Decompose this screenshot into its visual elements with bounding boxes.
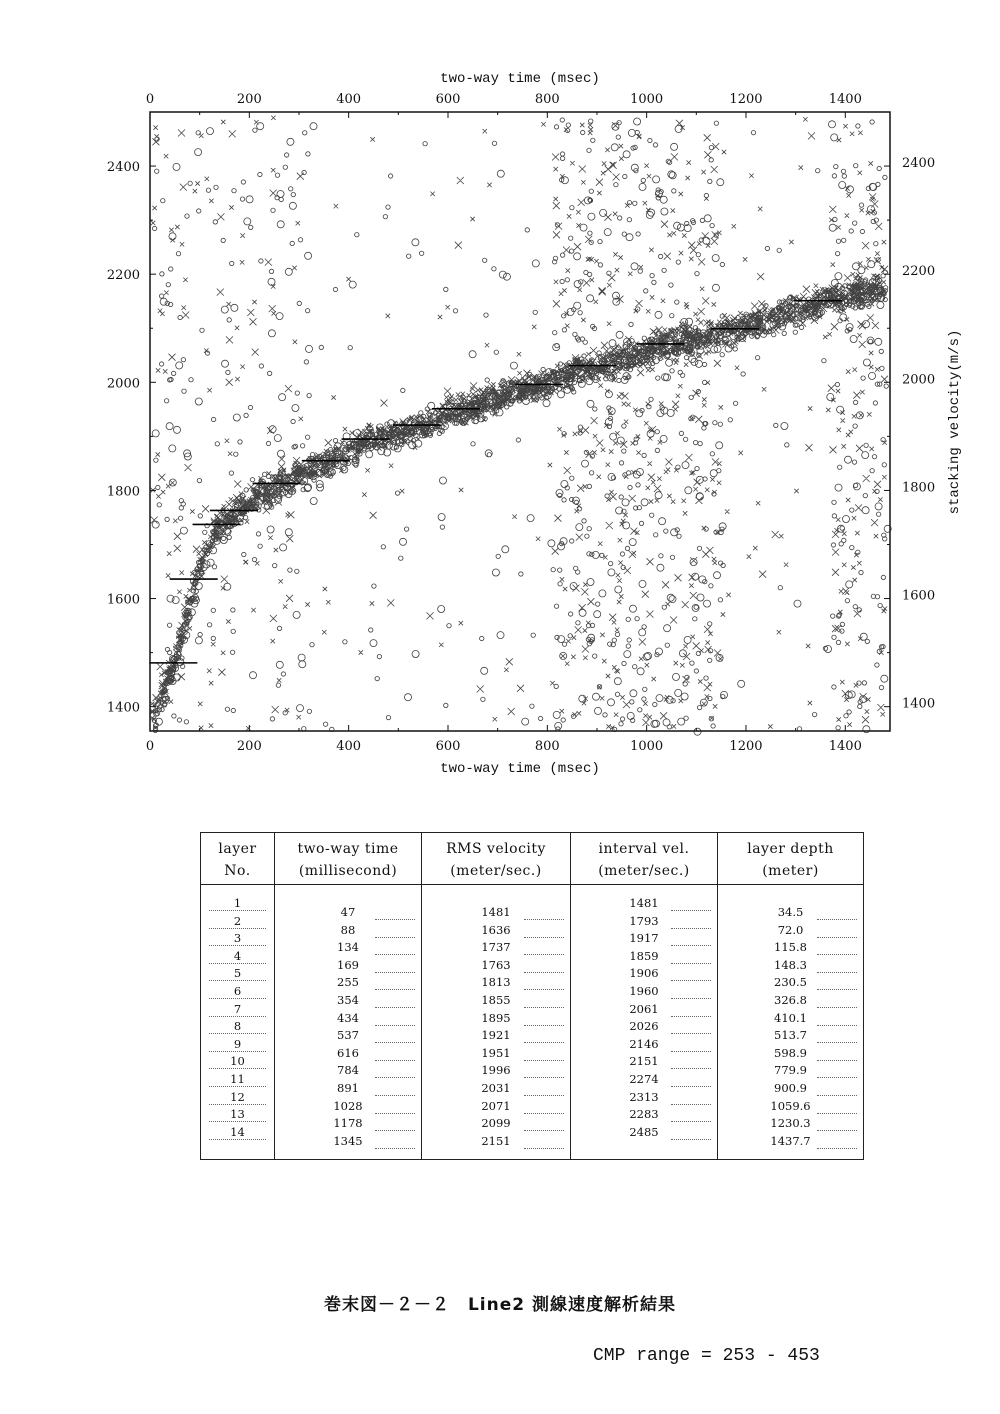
table-cell — [718, 957, 863, 974]
x-tick-label-bottom: 1400 — [828, 739, 862, 754]
cell-value: 14 — [230, 1124, 245, 1139]
cell-value: 2146 — [629, 1036, 659, 1051]
col-head-line2: (millisecond) — [298, 863, 398, 879]
cell-value: 2 — [233, 913, 242, 928]
dotted-leader — [524, 1113, 564, 1114]
dotted-leader — [671, 1068, 711, 1069]
y-tick-label-left: 2400 — [106, 160, 140, 176]
dotted-leader — [524, 1077, 564, 1078]
dotted-leader — [209, 980, 266, 981]
cell-value: 2151 — [481, 1133, 511, 1148]
y-tick-label-left: 2200 — [106, 268, 140, 284]
dotted-leader — [817, 1025, 857, 1026]
table-cell — [718, 992, 863, 1009]
table-cell — [718, 1027, 863, 1044]
table-cell — [275, 1098, 421, 1115]
layer-velocity-table — [200, 832, 864, 1160]
table-cell — [718, 1062, 863, 1079]
dotted-leader — [671, 1139, 711, 1140]
table-cell — [422, 957, 570, 974]
dotted-leader — [671, 1104, 711, 1105]
y-axis-label-right: stacking velocity(m/s) — [947, 329, 963, 515]
col-layer-no — [201, 833, 274, 1159]
dotted-leader — [817, 954, 857, 955]
col-interval-vel — [570, 833, 717, 1159]
cell-value: 1895 — [481, 1010, 511, 1025]
table-cell — [275, 1027, 421, 1044]
col-head-line1: interval vel. — [598, 841, 690, 857]
cell-value: 255 — [337, 975, 359, 990]
table-cell — [201, 895, 274, 912]
cell-value: 88 — [340, 922, 356, 937]
dotted-leader — [524, 919, 564, 920]
table-cell — [275, 904, 421, 921]
dotted-leader — [817, 1095, 857, 1096]
cell-value: 1859 — [629, 948, 659, 963]
table-cell — [275, 992, 421, 1009]
dotted-leader — [209, 1016, 266, 1017]
col-two-way-time — [274, 833, 421, 1159]
dotted-leader — [524, 1007, 564, 1008]
x-tick-label-top: 200 — [236, 92, 262, 107]
y-tick-label-left: 2000 — [106, 376, 140, 392]
table-cell — [718, 1115, 863, 1132]
cell-value: 1793 — [629, 913, 659, 928]
cell-value: 1636 — [481, 922, 511, 937]
table-cell — [275, 939, 421, 956]
table-cell — [718, 974, 863, 991]
cell-value: 2485 — [629, 1124, 659, 1139]
dotted-leader — [524, 1060, 564, 1061]
cell-value: 1059.6 — [770, 1098, 811, 1113]
cell-value: 779.9 — [774, 1063, 807, 1078]
table-cell — [571, 1124, 717, 1141]
col-head-line2: (meter/sec.) — [450, 863, 542, 879]
x-tick-label-bottom: 200 — [236, 739, 262, 754]
dotted-leader — [524, 972, 564, 973]
cell-value: 1996 — [481, 1063, 511, 1078]
x-tick-label-top: 1200 — [729, 92, 763, 107]
cell-value: 1960 — [629, 984, 659, 998]
cell-value: 1178 — [333, 1116, 363, 1131]
dotted-leader — [524, 937, 564, 938]
dotted-leader — [375, 1060, 415, 1061]
dotted-leader — [817, 972, 857, 973]
cell-value: 13 — [230, 1107, 245, 1122]
x-tick-label-bottom: 1200 — [729, 739, 763, 754]
table-cell — [718, 1098, 863, 1115]
col-head-two-way-time — [275, 833, 421, 885]
table-cell — [422, 1045, 570, 1062]
scatter-points — [150, 116, 891, 736]
table-cell — [718, 1010, 863, 1027]
cell-value: 2283 — [629, 1107, 659, 1122]
dotted-leader — [671, 1121, 711, 1122]
table-cell — [275, 957, 421, 974]
dotted-leader — [817, 989, 857, 990]
cell-value: 47 — [340, 905, 356, 919]
cell-value: 784 — [337, 1063, 359, 1078]
table-cell — [422, 1010, 570, 1027]
table-cell — [201, 1053, 274, 1070]
cell-value: 2274 — [629, 1072, 659, 1086]
cell-value: 1855 — [481, 993, 511, 1007]
x-tick-label-top: 1400 — [828, 92, 862, 107]
cell-value: 4 — [233, 948, 242, 963]
col-head-layer-depth — [718, 833, 863, 885]
dotted-leader — [375, 1007, 415, 1008]
cell-value: 1921 — [481, 1028, 511, 1043]
dotted-leader — [524, 1130, 564, 1131]
dotted-leader — [209, 910, 266, 911]
table-cell — [571, 1089, 717, 1106]
dotted-leader — [375, 1130, 415, 1131]
cell-value: 12 — [230, 1089, 245, 1104]
cell-value: 891 — [337, 1081, 359, 1095]
cell-value: 72.0 — [777, 922, 804, 937]
dotted-leader — [375, 1042, 415, 1043]
dotted-leader — [209, 1033, 266, 1034]
table-cell — [201, 1089, 274, 1106]
table-cell — [201, 930, 274, 947]
cell-value: 5 — [233, 966, 242, 981]
col-head-line1: two-way time — [297, 841, 399, 857]
axis-ticks — [107, 92, 935, 754]
table-cell — [571, 1071, 717, 1088]
cell-value: 2313 — [629, 1089, 659, 1104]
table-cell — [201, 948, 274, 965]
cell-value: 169 — [337, 957, 359, 972]
dotted-leader — [817, 1042, 857, 1043]
dotted-leader — [375, 1148, 415, 1149]
figure-caption: 巻末図－２－２ Line2 測線速度解析結果 — [323, 1295, 677, 1315]
table-cell — [201, 1071, 274, 1088]
cell-value: 1 — [233, 896, 242, 910]
cell-value: 115.8 — [774, 940, 807, 955]
cell-value: 2099 — [481, 1116, 511, 1131]
table-cell — [571, 1018, 717, 1035]
dotted-leader — [209, 1139, 266, 1140]
dotted-leader — [209, 1051, 266, 1052]
dotted-leader — [671, 1033, 711, 1034]
table-cell — [201, 1124, 274, 1141]
table-cell — [571, 930, 717, 947]
dotted-leader — [817, 1060, 857, 1061]
dotted-leader — [524, 1148, 564, 1149]
dotted-leader — [209, 1121, 266, 1122]
table-cell — [571, 1106, 717, 1123]
table-cell — [422, 1098, 570, 1115]
dotted-leader — [671, 963, 711, 964]
dotted-leader — [524, 1042, 564, 1043]
dotted-leader — [524, 989, 564, 990]
table-cell — [201, 1018, 274, 1035]
y-tick-label-left: 1800 — [106, 484, 140, 500]
table-cell — [422, 939, 570, 956]
table-cell — [718, 904, 863, 921]
col-head-rms-velocity — [422, 833, 570, 885]
table-cell — [275, 1133, 421, 1150]
y-tick-label-right: 1600 — [902, 588, 936, 604]
cell-value: 1737 — [481, 940, 511, 955]
dotted-leader — [817, 1130, 857, 1131]
table-cell — [718, 1080, 863, 1097]
cell-value: 7 — [233, 1001, 242, 1016]
col-head-interval-vel — [571, 833, 717, 885]
dotted-leader — [375, 1077, 415, 1078]
col-head-line2: No. — [224, 863, 251, 879]
cell-value: 9 — [233, 1036, 242, 1051]
table-cell — [571, 895, 717, 912]
y-tick-label-left: 1600 — [106, 592, 140, 608]
y-tick-label-left: 1400 — [106, 700, 140, 716]
x-tick-label-bottom: 600 — [435, 739, 461, 754]
table-cell — [201, 913, 274, 930]
x-tick-label-bottom: 400 — [336, 739, 362, 754]
table-cell — [571, 965, 717, 982]
table-cell — [571, 983, 717, 1000]
dotted-leader — [524, 1095, 564, 1096]
table-cell — [275, 922, 421, 939]
dotted-leader — [671, 1051, 711, 1052]
cell-value: 1481 — [481, 905, 511, 919]
cell-value: 2031 — [481, 1081, 511, 1095]
table-cell — [275, 1010, 421, 1027]
cell-value: 10 — [230, 1054, 245, 1069]
table-cell — [571, 948, 717, 965]
col-layer-depth — [717, 833, 863, 1159]
table-cell — [201, 1001, 274, 1018]
table-cell — [201, 983, 274, 1000]
dotted-leader — [817, 1077, 857, 1078]
dotted-leader — [209, 928, 266, 929]
x-tick-label-bottom: 1000 — [630, 739, 664, 754]
y-tick-label-right: 2200 — [902, 264, 936, 280]
dotted-leader — [375, 989, 415, 990]
cell-value: 616 — [337, 1045, 359, 1060]
dotted-leader — [375, 919, 415, 920]
y-tick-label-right: 1800 — [902, 480, 936, 496]
table-cell — [275, 1062, 421, 1079]
cell-value: 34.5 — [777, 905, 804, 919]
table-cell — [571, 913, 717, 930]
table-cell — [422, 974, 570, 991]
x-axis-label-top: two-way time (msec) — [440, 71, 600, 87]
table-cell — [275, 1115, 421, 1132]
cell-value: 2061 — [629, 1001, 659, 1016]
x-tick-label-bottom: 0 — [145, 739, 155, 754]
cell-value: 3 — [233, 931, 242, 946]
dotted-leader — [375, 937, 415, 938]
table-cell — [275, 974, 421, 991]
cell-value: 326.8 — [774, 993, 807, 1007]
dotted-leader — [209, 1068, 266, 1069]
table-cell — [718, 922, 863, 939]
table-cell — [718, 939, 863, 956]
plot-frame — [150, 112, 890, 731]
table-cell — [275, 1080, 421, 1097]
col-rms-velocity — [421, 833, 570, 1159]
table-cell — [422, 1115, 570, 1132]
dotted-leader — [671, 910, 711, 911]
cell-value: 1028 — [333, 1098, 363, 1113]
dotted-leader — [671, 945, 711, 946]
x-tick-label-bottom: 800 — [534, 739, 560, 754]
cell-value: 513.7 — [774, 1028, 807, 1043]
table-cell — [201, 965, 274, 982]
x-tick-label-top: 1000 — [630, 92, 664, 107]
cell-value: 2071 — [481, 1098, 511, 1113]
x-tick-label-top: 400 — [336, 92, 362, 107]
table-cell — [422, 922, 570, 939]
dotted-leader — [209, 963, 266, 964]
dotted-leader — [209, 1104, 266, 1105]
col-head-line2: (meter) — [762, 863, 819, 879]
table-cell — [422, 904, 570, 921]
cell-value: 1437.7 — [770, 1133, 811, 1148]
dotted-leader — [671, 1086, 711, 1087]
dotted-leader — [817, 1113, 857, 1114]
table-cell — [422, 1133, 570, 1150]
x-axis-label-bottom: two-way time (msec) — [440, 761, 600, 777]
cell-value: 1917 — [629, 931, 659, 946]
cell-value: 1906 — [629, 966, 659, 981]
dotted-leader — [375, 972, 415, 973]
dotted-leader — [671, 928, 711, 929]
dotted-leader — [524, 1025, 564, 1026]
cell-value: 537 — [337, 1028, 359, 1043]
cell-value: 434 — [337, 1010, 359, 1025]
col-head-line2: (meter/sec.) — [598, 863, 690, 879]
cell-value: 1481 — [629, 896, 659, 910]
cell-value: 2026 — [629, 1019, 659, 1034]
cell-value: 6 — [233, 984, 242, 998]
cell-value: 1763 — [481, 957, 511, 972]
cell-value: 2151 — [629, 1054, 659, 1069]
table-cell — [718, 1045, 863, 1062]
x-tick-label-top: 0 — [145, 92, 155, 107]
col-head-line1: layer depth — [747, 841, 834, 857]
cell-value: 410.1 — [774, 1010, 807, 1025]
dotted-leader — [209, 1086, 266, 1087]
table-cell — [422, 992, 570, 1009]
y-tick-label-right: 1400 — [902, 696, 936, 712]
dotted-leader — [375, 1025, 415, 1026]
cell-value: 598.9 — [774, 1045, 807, 1060]
table-cell — [422, 1080, 570, 1097]
y-tick-label-right: 2000 — [902, 372, 936, 388]
table-cell — [571, 1036, 717, 1053]
col-head-layer-no — [201, 833, 274, 885]
dotted-leader — [524, 954, 564, 955]
table-cell — [422, 1027, 570, 1044]
dotted-leader — [817, 937, 857, 938]
dotted-leader — [817, 1148, 857, 1149]
table-cell — [201, 1106, 274, 1123]
cell-value: 230.5 — [774, 975, 807, 990]
dotted-leader — [209, 998, 266, 999]
dotted-leader — [817, 1007, 857, 1008]
dotted-leader — [671, 998, 711, 999]
cell-value: 1230.3 — [770, 1116, 811, 1131]
dotted-leader — [671, 980, 711, 981]
table-cell — [422, 1062, 570, 1079]
dotted-leader — [209, 945, 266, 946]
cell-value: 354 — [337, 993, 359, 1007]
dotted-leader — [375, 1113, 415, 1114]
dotted-leader — [817, 919, 857, 920]
cell-value: 1951 — [481, 1045, 511, 1060]
col-head-line1: RMS velocity — [446, 841, 546, 857]
table-cell — [571, 1053, 717, 1070]
dotted-leader — [375, 954, 415, 955]
dotted-leader — [671, 1016, 711, 1017]
cell-value: 1813 — [481, 975, 511, 990]
cell-value: 1345 — [333, 1133, 363, 1148]
cell-value: 148.3 — [774, 957, 807, 972]
semblance-points — [150, 116, 891, 736]
cell-value: 134 — [337, 940, 359, 955]
table-cell — [718, 1133, 863, 1150]
col-head-line1: layer — [218, 841, 257, 857]
x-tick-label-top: 800 — [534, 92, 560, 107]
cell-value: 11 — [230, 1072, 245, 1086]
cell-value: 900.9 — [774, 1081, 807, 1095]
y-tick-label-right: 2400 — [902, 156, 936, 172]
table-cell — [201, 1036, 274, 1053]
dotted-leader — [375, 1095, 415, 1096]
table-cell — [275, 1045, 421, 1062]
cmp-range-label: CMP range = 253 - 453 — [593, 1346, 820, 1366]
cell-value: 8 — [233, 1019, 242, 1034]
x-tick-label-top: 600 — [435, 92, 461, 107]
table-cell — [571, 1001, 717, 1018]
